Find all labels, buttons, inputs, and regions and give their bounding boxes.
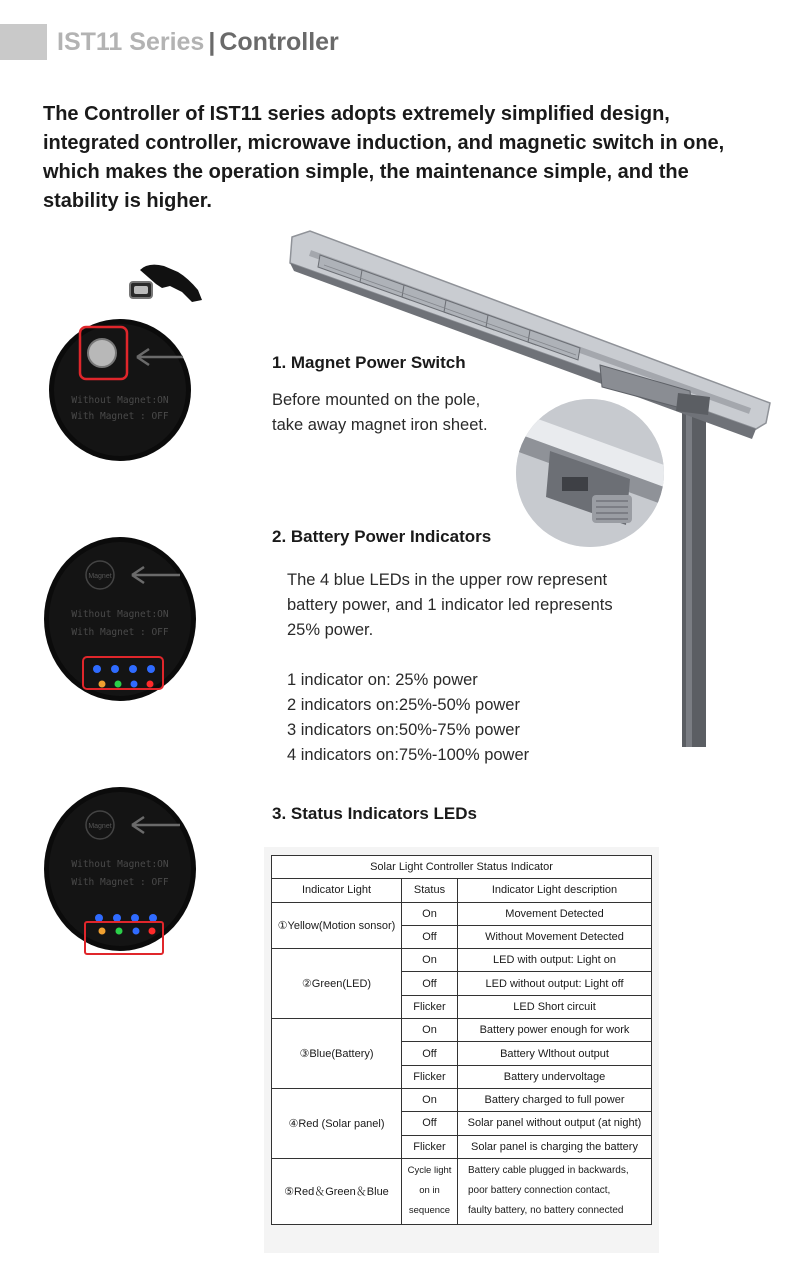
status-led-yellow xyxy=(99,681,106,688)
controller-disc-status xyxy=(40,787,200,957)
battery-led-3 xyxy=(129,665,137,673)
indicator-light-cell: ③Blue(Battery) xyxy=(272,1019,402,1089)
disc-label-on: Without Magnet:ON xyxy=(71,609,169,620)
status-led-blue xyxy=(133,928,140,935)
section-title-magnet-switch: 1. Magnet Power Switch xyxy=(272,353,466,372)
disc-logo-text: Magnet xyxy=(88,573,112,580)
status-line: on in xyxy=(419,1185,440,1197)
status-indicator-table xyxy=(271,855,652,1225)
status-led-blue xyxy=(131,681,138,688)
level-line: 4 indicators on:75%-100% power xyxy=(287,746,530,764)
status-cell: Off xyxy=(402,1042,458,1065)
section-text-magnet-switch xyxy=(272,388,488,438)
description-cell: Battery power enough for work xyxy=(458,1019,652,1042)
disc-label-on: Without Magnet:ON xyxy=(71,395,169,406)
text-line: battery power, and 1 indicator led represents xyxy=(287,596,613,614)
battery-led-1 xyxy=(93,665,101,673)
magnet-key-icon xyxy=(126,262,206,307)
status-cell: On xyxy=(402,1088,458,1111)
status-cell: Flicker xyxy=(402,1135,458,1158)
status-led-red xyxy=(149,928,156,935)
status-line: Cycle light xyxy=(407,1165,452,1177)
description-cell: Battery Wlthout output xyxy=(458,1042,652,1065)
indicator-light-cell: ②Green(LED) xyxy=(272,949,402,1019)
section-text-battery-indicators xyxy=(287,568,613,768)
series-name: IST11 Series xyxy=(57,28,205,56)
level-line: 1 indicator on: 25% power xyxy=(287,671,478,689)
status-cell xyxy=(402,1158,458,1224)
text-line: Before mounted on the pole, xyxy=(272,391,481,409)
status-cell: Flicker xyxy=(402,1065,458,1088)
indicator-light-cell: ④Red (Solar panel) xyxy=(272,1088,402,1158)
page-title xyxy=(57,28,339,57)
status-cell: Off xyxy=(402,1112,458,1135)
table-header: Indicator Light description xyxy=(458,879,652,902)
text-line: take away magnet iron sheet. xyxy=(272,416,488,434)
description-cell: Solar panel without output (at night) xyxy=(458,1112,652,1135)
description-cell: LED without output: Light off xyxy=(458,972,652,995)
status-cell: Off xyxy=(402,972,458,995)
table-header: Status xyxy=(402,879,458,902)
status-cell: On xyxy=(402,1019,458,1042)
text-line: The 4 blue LEDs in the upper row represent xyxy=(287,571,608,589)
description-cell: Movement Detected xyxy=(458,902,652,925)
status-led-green xyxy=(116,928,123,935)
status-led-red xyxy=(147,681,154,688)
status-line: sequence xyxy=(408,1205,451,1217)
level-line: 3 indicators on:50%-75% power xyxy=(287,721,520,739)
disc-label-off: With Magnet : OFF xyxy=(71,411,169,422)
battery-led-4 xyxy=(147,665,155,673)
description-cell xyxy=(458,1158,652,1224)
controller-disc-magnet xyxy=(45,315,195,465)
description-cell: Solar panel is charging the battery xyxy=(458,1135,652,1158)
battery-led-3 xyxy=(131,914,139,922)
title-separator: | xyxy=(208,28,216,56)
indicator-light-cell: ⑤Red＆Green＆Blue xyxy=(272,1158,402,1224)
level-line: 2 indicators on:25%-50% power xyxy=(287,696,520,714)
status-led-green xyxy=(115,681,122,688)
description-cell: Battery charged to full power xyxy=(458,1088,652,1111)
battery-led-2 xyxy=(113,914,121,922)
battery-led-1 xyxy=(95,914,103,922)
text-line: 25% power. xyxy=(287,621,374,639)
disc-label-on: Without Magnet:ON xyxy=(71,859,169,870)
description-cell: LED with output: Light on xyxy=(458,949,652,972)
status-cell: Off xyxy=(402,925,458,948)
page-header xyxy=(0,24,800,60)
page-subtitle: Controller xyxy=(219,28,339,56)
table-caption: Solar Light Controller Status Indicator xyxy=(272,856,652,879)
description-line: Battery cable plugged in backwards, xyxy=(468,1165,629,1177)
table-header: Indicator Light xyxy=(272,879,402,902)
battery-led-4 xyxy=(149,914,157,922)
intro-paragraph: The Controller of IST11 series adopts extremely simplified design, integrated controller, microwave induction, and magnetic switch in one, which makes the operation simple, the maintenance simple, and the stability is higher. xyxy=(43,103,725,212)
description-line: faulty battery, no battery connected xyxy=(468,1205,624,1217)
header-accent-block xyxy=(0,24,47,60)
section-title-status-leds: 3. Status Indicators LEDs xyxy=(272,804,477,823)
section-title-battery-indicators: 2. Battery Power Indicators xyxy=(272,527,492,546)
battery-led-2 xyxy=(111,665,119,673)
status-cell: Flicker xyxy=(402,995,458,1018)
disc-logo-text: Magnet xyxy=(88,823,112,830)
description-line: poor battery connection contact, xyxy=(468,1185,611,1197)
magnet-switch-button xyxy=(88,339,116,367)
lamp-pole xyxy=(682,395,706,747)
status-led-yellow xyxy=(99,928,106,935)
description-cell: Battery undervoltage xyxy=(458,1065,652,1088)
disc-label-off: With Magnet : OFF xyxy=(71,877,169,888)
description-cell: LED Short circuit xyxy=(458,995,652,1018)
status-table-image xyxy=(264,847,659,1253)
controller-disc-battery xyxy=(40,535,200,705)
description-cell: Without Movement Detected xyxy=(458,925,652,948)
disc-label-off: With Magnet : OFF xyxy=(71,627,169,638)
status-cell: On xyxy=(402,949,458,972)
indicator-light-cell: ①Yellow(Motion sonsor) xyxy=(272,902,402,949)
status-cell: On xyxy=(402,902,458,925)
